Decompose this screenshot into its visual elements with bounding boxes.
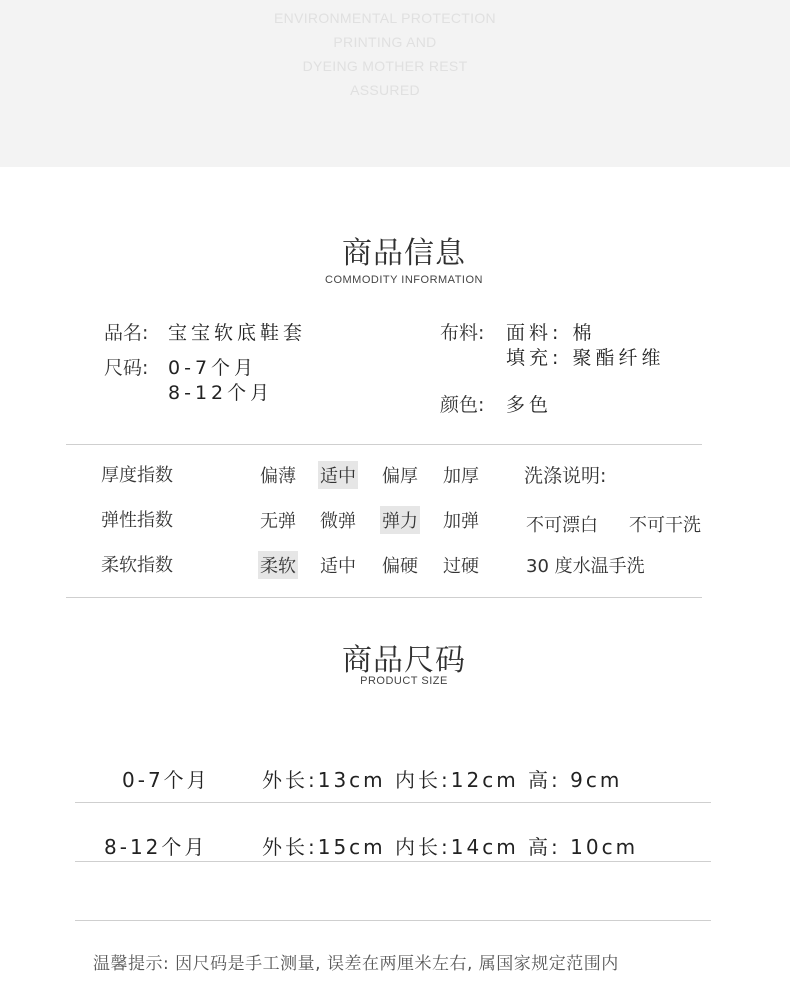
wash-title: 洗涤说明:	[524, 465, 607, 487]
commodity-title: 商品信息	[342, 236, 466, 271]
elasticity-label: 弹性指数	[101, 510, 173, 531]
index-option: 柔软	[258, 551, 298, 579]
softness-label: 柔软指数	[101, 555, 173, 576]
filling-value: 填充: 聚酯纤维	[506, 347, 665, 369]
banner-text	[0, 6, 770, 102]
name-label: 品名:	[104, 322, 149, 344]
footer-note: 温馨提示: 因尺码是手工测量, 误差在两厘米左右, 属国家规定范围内	[93, 954, 619, 974]
product-size-subtitle: PRODUCT SIZE	[360, 675, 448, 687]
index-option: 偏厚	[382, 466, 418, 487]
wash-method: 30 度水温手洗	[526, 556, 645, 577]
fabric-value: 面料: 棉	[506, 322, 596, 344]
divider	[66, 597, 702, 598]
index-option: 过硬	[443, 556, 479, 577]
size-value-1: 0-7个月	[168, 357, 258, 379]
size-row-dims: 外长:13cm 内长:12cm 高: 9cm	[262, 768, 623, 792]
divider	[75, 802, 711, 803]
banner-line: PRINTING AND	[333, 34, 437, 50]
color-value: 多色	[506, 394, 553, 416]
product-size-title: 商品尺码	[342, 643, 466, 678]
banner-line: ASSURED	[350, 82, 420, 98]
size-row-age: 8-12个月	[104, 835, 208, 859]
color-label: 颜色:	[440, 394, 485, 416]
banner-line: DYEING MOTHER REST	[302, 58, 468, 74]
divider	[75, 920, 711, 921]
size-row-age: 0-7个月	[122, 768, 210, 792]
index-option: 偏薄	[260, 466, 296, 487]
index-option: 弹力	[380, 506, 420, 534]
commodity-subtitle: COMMODITY INFORMATION	[325, 274, 483, 286]
divider	[75, 861, 711, 862]
index-option: 加弹	[443, 511, 479, 532]
index-option: 无弹	[260, 511, 296, 532]
index-option: 适中	[318, 461, 358, 489]
size-row-dims: 外长:15cm 内长:14cm 高: 10cm	[262, 835, 639, 859]
index-option: 微弹	[320, 511, 356, 532]
thickness-label: 厚度指数	[101, 465, 173, 486]
divider	[66, 444, 702, 445]
size-value-2: 8-12个月	[168, 382, 274, 404]
name-value: 宝宝软底鞋套	[168, 322, 307, 344]
index-option: 加厚	[443, 466, 479, 487]
fabric-label: 布料:	[440, 322, 485, 344]
size-label: 尺码:	[104, 357, 149, 379]
top-banner	[0, 0, 790, 167]
wash-item: 不可干洗	[629, 515, 701, 536]
index-option: 适中	[320, 556, 356, 577]
wash-item: 不可漂白	[526, 515, 598, 536]
index-option: 偏硬	[382, 556, 418, 577]
banner-line: ENVIRONMENTAL PROTECTION	[274, 10, 496, 26]
